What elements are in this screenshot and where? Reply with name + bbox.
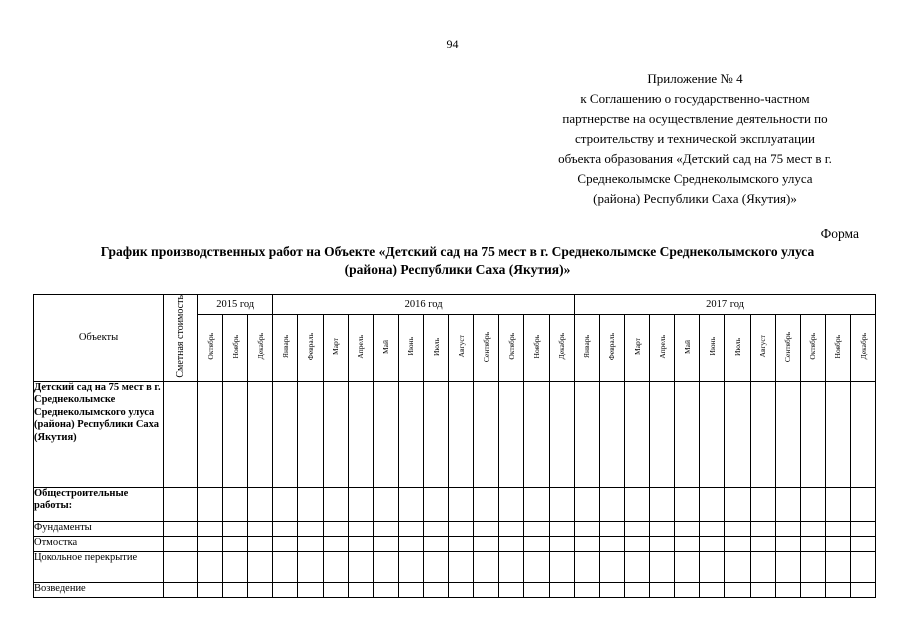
schedule-cell bbox=[700, 381, 725, 487]
month-header bbox=[348, 315, 373, 381]
appendix-line: объекта образования «Детский сад на 75 мест в г. bbox=[558, 151, 832, 166]
schedule-cell bbox=[825, 487, 850, 521]
objects-header: Объекты bbox=[34, 295, 164, 382]
schedule-cell bbox=[348, 536, 373, 551]
schedule-cell bbox=[398, 536, 423, 551]
schedule-cell bbox=[851, 536, 876, 551]
schedule-cell bbox=[424, 551, 449, 582]
schedule-cell bbox=[574, 487, 599, 521]
appendix-line: Среднеколымске Среднеколымского улуса bbox=[577, 171, 813, 186]
schedule-cell bbox=[675, 487, 700, 521]
month-header bbox=[449, 315, 474, 381]
month-label: Июль bbox=[431, 337, 441, 356]
cost-cell bbox=[164, 381, 198, 487]
schedule-cell bbox=[323, 521, 348, 536]
schedule-cell bbox=[825, 381, 850, 487]
appendix-line: партнерстве на осуществление деятельности по bbox=[562, 111, 828, 126]
schedule-cell bbox=[725, 521, 750, 536]
schedule-cell bbox=[625, 582, 650, 597]
month-header bbox=[750, 315, 775, 381]
month-label: Октябрь bbox=[205, 333, 215, 360]
table-row bbox=[34, 521, 876, 536]
schedule-cell bbox=[298, 487, 323, 521]
schedule-cell bbox=[223, 582, 248, 597]
schedule-cell bbox=[499, 521, 524, 536]
schedule-cell bbox=[273, 487, 298, 521]
month-header bbox=[524, 315, 549, 381]
month-header bbox=[398, 315, 423, 381]
month-label: Декабрь bbox=[557, 333, 567, 360]
cost-cell bbox=[164, 536, 198, 551]
form-label: Форма bbox=[820, 226, 859, 241]
schedule-cell bbox=[323, 536, 348, 551]
document-title bbox=[40, 243, 875, 279]
schedule-cell bbox=[549, 536, 574, 551]
month-label: Ноябрь bbox=[531, 334, 541, 359]
production-schedule-table bbox=[33, 294, 876, 598]
schedule-cell bbox=[775, 536, 800, 551]
schedule-cell bbox=[775, 521, 800, 536]
schedule-cell bbox=[574, 582, 599, 597]
schedule-cell bbox=[725, 551, 750, 582]
schedule-cell bbox=[599, 521, 624, 536]
schedule-cell bbox=[851, 381, 876, 487]
schedule-cell bbox=[223, 536, 248, 551]
schedule-cell bbox=[398, 551, 423, 582]
month-label: Август bbox=[758, 335, 768, 358]
schedule-cell bbox=[800, 536, 825, 551]
schedule-cell bbox=[424, 536, 449, 551]
schedule-cell bbox=[499, 582, 524, 597]
schedule-cell bbox=[700, 551, 725, 582]
schedule-cell bbox=[851, 551, 876, 582]
cost-cell bbox=[164, 551, 198, 582]
table-row bbox=[34, 536, 876, 551]
schedule-cell bbox=[549, 521, 574, 536]
month-header bbox=[298, 315, 323, 381]
schedule-cell bbox=[675, 582, 700, 597]
schedule-cell bbox=[499, 487, 524, 521]
schedule-cell bbox=[474, 381, 499, 487]
schedule-cell bbox=[323, 487, 348, 521]
schedule-cell bbox=[198, 551, 223, 582]
schedule-cell bbox=[825, 521, 850, 536]
schedule-cell bbox=[524, 536, 549, 551]
schedule-cell bbox=[675, 536, 700, 551]
schedule-cell bbox=[348, 582, 373, 597]
schedule-cell bbox=[851, 487, 876, 521]
schedule-cell bbox=[524, 582, 549, 597]
schedule-cell bbox=[725, 487, 750, 521]
schedule-cell bbox=[599, 487, 624, 521]
schedule-cell bbox=[398, 582, 423, 597]
schedule-cell bbox=[750, 381, 775, 487]
schedule-cell bbox=[273, 536, 298, 551]
schedule-cell bbox=[449, 381, 474, 487]
month-label: Июнь bbox=[707, 337, 717, 356]
schedule-cell bbox=[474, 487, 499, 521]
table-row bbox=[34, 487, 876, 521]
cost-cell bbox=[164, 521, 198, 536]
month-header bbox=[273, 315, 298, 381]
schedule-cell bbox=[599, 582, 624, 597]
year-header: 2016 год bbox=[273, 295, 574, 315]
schedule-cell bbox=[574, 521, 599, 536]
month-label: Июль bbox=[733, 337, 743, 356]
schedule-cell bbox=[298, 551, 323, 582]
schedule-cell bbox=[424, 487, 449, 521]
schedule-cell bbox=[248, 521, 273, 536]
month-header bbox=[198, 315, 223, 381]
schedule-cell bbox=[298, 521, 323, 536]
schedule-cell bbox=[574, 536, 599, 551]
schedule-cell bbox=[223, 551, 248, 582]
row-label: Отмостка bbox=[34, 536, 164, 551]
table-row bbox=[34, 381, 876, 487]
schedule-cell bbox=[524, 521, 549, 536]
schedule-cell bbox=[675, 551, 700, 582]
schedule-cell bbox=[248, 551, 273, 582]
schedule-cell bbox=[549, 381, 574, 487]
cost-header-text: Сметная стоимость bbox=[175, 295, 186, 378]
schedule-cell bbox=[700, 487, 725, 521]
schedule-cell bbox=[398, 381, 423, 487]
schedule-cell bbox=[198, 521, 223, 536]
schedule-body bbox=[34, 381, 876, 597]
month-header bbox=[725, 315, 750, 381]
schedule-cell bbox=[273, 582, 298, 597]
page-number: 94 bbox=[446, 37, 459, 51]
schedule-cell bbox=[800, 521, 825, 536]
schedule-cell bbox=[449, 582, 474, 597]
schedule-cell bbox=[700, 536, 725, 551]
schedule-cell bbox=[625, 551, 650, 582]
schedule-cell bbox=[449, 536, 474, 551]
schedule-cell bbox=[398, 521, 423, 536]
schedule-cell bbox=[524, 381, 549, 487]
month-label: Октябрь bbox=[808, 333, 818, 360]
month-label: Ноябрь bbox=[230, 334, 240, 359]
year-header: 2015 год bbox=[198, 295, 273, 315]
appendix-block bbox=[530, 69, 860, 209]
schedule-cell bbox=[298, 381, 323, 487]
month-header bbox=[650, 315, 675, 381]
schedule-cell bbox=[373, 487, 398, 521]
schedule-cell bbox=[474, 551, 499, 582]
schedule-cell bbox=[549, 551, 574, 582]
cost-cell bbox=[164, 582, 198, 597]
month-header bbox=[851, 315, 876, 381]
schedule-cell bbox=[625, 536, 650, 551]
month-header bbox=[775, 315, 800, 381]
schedule-cell bbox=[248, 582, 273, 597]
schedule-cell bbox=[223, 487, 248, 521]
schedule-cell bbox=[474, 582, 499, 597]
schedule-cell bbox=[574, 381, 599, 487]
month-header bbox=[825, 315, 850, 381]
schedule-cell bbox=[851, 521, 876, 536]
schedule-cell bbox=[223, 381, 248, 487]
schedule-cell bbox=[650, 487, 675, 521]
month-label: Декабрь bbox=[858, 333, 868, 360]
schedule-cell bbox=[474, 521, 499, 536]
appendix-line: к Соглашению о государственно-частном bbox=[580, 91, 810, 106]
schedule-cell bbox=[750, 551, 775, 582]
schedule-cell bbox=[248, 381, 273, 487]
schedule-cell bbox=[750, 521, 775, 536]
month-header bbox=[599, 315, 624, 381]
schedule-cell bbox=[273, 521, 298, 536]
schedule-cell bbox=[851, 582, 876, 597]
schedule-cell bbox=[800, 487, 825, 521]
month-label: Май bbox=[381, 339, 391, 354]
month-label: Ноябрь bbox=[833, 334, 843, 359]
title-line-2: (района) Республики Саха (Якутия)» bbox=[344, 262, 571, 277]
month-label: Сентябрь bbox=[783, 331, 793, 362]
schedule-cell bbox=[348, 521, 373, 536]
month-label: Январь bbox=[582, 335, 592, 359]
schedule-cell bbox=[599, 551, 624, 582]
schedule-cell bbox=[650, 521, 675, 536]
month-label: Март bbox=[331, 338, 341, 355]
row-label: Общестроительные работы: bbox=[34, 487, 164, 521]
schedule-cell bbox=[700, 521, 725, 536]
schedule-cell bbox=[625, 521, 650, 536]
schedule-cell bbox=[348, 487, 373, 521]
schedule-cell bbox=[650, 582, 675, 597]
month-header bbox=[323, 315, 348, 381]
month-label: Май bbox=[682, 339, 692, 354]
schedule-cell bbox=[800, 551, 825, 582]
row-label: Возведение bbox=[34, 582, 164, 597]
schedule-cell bbox=[825, 582, 850, 597]
month-label: Декабрь bbox=[255, 333, 265, 360]
schedule-cell bbox=[273, 551, 298, 582]
month-label: Апрель bbox=[657, 334, 667, 359]
schedule-cell bbox=[348, 551, 373, 582]
cost-header bbox=[164, 295, 198, 382]
month-header bbox=[625, 315, 650, 381]
month-header bbox=[700, 315, 725, 381]
schedule-cell bbox=[248, 487, 273, 521]
month-header bbox=[549, 315, 574, 381]
month-header bbox=[574, 315, 599, 381]
schedule-cell bbox=[373, 521, 398, 536]
schedule-cell bbox=[323, 551, 348, 582]
month-label: Январь bbox=[280, 335, 290, 359]
month-header bbox=[474, 315, 499, 381]
schedule-cell bbox=[248, 536, 273, 551]
month-label: Июнь bbox=[406, 337, 416, 356]
title-line-1: График производственных работ на Объекте «Детский сад на 75 мест в г. Среднеколымске Среднеколымского улуса bbox=[100, 244, 815, 259]
table-row bbox=[34, 582, 876, 597]
schedule-cell bbox=[650, 536, 675, 551]
schedule-cell bbox=[599, 536, 624, 551]
schedule-cell bbox=[725, 582, 750, 597]
month-label: Октябрь bbox=[506, 333, 516, 360]
month-label: Август bbox=[456, 335, 466, 358]
month-header bbox=[800, 315, 825, 381]
schedule-cell bbox=[750, 536, 775, 551]
schedule-cell bbox=[323, 582, 348, 597]
schedule-cell bbox=[574, 551, 599, 582]
schedule-cell bbox=[499, 536, 524, 551]
schedule-cell bbox=[449, 487, 474, 521]
row-label: Детский сад на 75 мест в г. Среднеколымске Среднеколымского улуса (района) Республики Саха (Якутия) bbox=[34, 381, 164, 487]
month-header bbox=[373, 315, 398, 381]
month-label: Апрель bbox=[356, 334, 366, 359]
month-label: Сентябрь bbox=[481, 331, 491, 362]
schedule-cell bbox=[424, 521, 449, 536]
year-header: 2017 год bbox=[574, 295, 875, 315]
month-label: Февраль bbox=[306, 332, 315, 361]
schedule-cell bbox=[449, 521, 474, 536]
schedule-cell bbox=[775, 582, 800, 597]
schedule-cell bbox=[625, 381, 650, 487]
appendix-line: Приложение № 4 bbox=[647, 71, 743, 86]
schedule-cell bbox=[800, 582, 825, 597]
schedule-cell bbox=[549, 487, 574, 521]
schedule-cell bbox=[198, 536, 223, 551]
schedule-cell bbox=[725, 381, 750, 487]
schedule-cell bbox=[524, 551, 549, 582]
cost-cell bbox=[164, 487, 198, 521]
schedule-cell bbox=[198, 381, 223, 487]
schedule-cell bbox=[373, 536, 398, 551]
schedule-cell bbox=[750, 487, 775, 521]
schedule-cell bbox=[398, 487, 423, 521]
schedule-cell bbox=[675, 381, 700, 487]
schedule-cell bbox=[373, 381, 398, 487]
schedule-cell bbox=[323, 381, 348, 487]
schedule-cell bbox=[549, 582, 574, 597]
schedule-cell bbox=[650, 381, 675, 487]
schedule-cell bbox=[650, 551, 675, 582]
schedule-cell bbox=[625, 487, 650, 521]
month-label: Март bbox=[632, 338, 642, 355]
month-header bbox=[675, 315, 700, 381]
schedule-cell bbox=[348, 381, 373, 487]
schedule-cell bbox=[775, 551, 800, 582]
month-header bbox=[499, 315, 524, 381]
schedule-cell bbox=[499, 551, 524, 582]
schedule-cell bbox=[424, 582, 449, 597]
schedule-cell bbox=[775, 487, 800, 521]
schedule-cell bbox=[800, 381, 825, 487]
schedule-cell bbox=[198, 487, 223, 521]
table-row bbox=[34, 551, 876, 582]
schedule-cell bbox=[198, 582, 223, 597]
month-header bbox=[223, 315, 248, 381]
schedule-cell bbox=[474, 536, 499, 551]
schedule-cell bbox=[373, 582, 398, 597]
schedule-cell bbox=[273, 381, 298, 487]
month-header bbox=[248, 315, 273, 381]
schedule-cell bbox=[449, 551, 474, 582]
row-label: Цокольное перекрытие bbox=[34, 551, 164, 582]
month-label: Февраль bbox=[607, 332, 617, 361]
schedule-cell bbox=[424, 381, 449, 487]
schedule-cell bbox=[725, 536, 750, 551]
month-header bbox=[424, 315, 449, 381]
schedule-cell bbox=[675, 521, 700, 536]
schedule-cell bbox=[825, 551, 850, 582]
schedule-cell bbox=[825, 536, 850, 551]
appendix-line: строительству и технической эксплуатации bbox=[574, 131, 816, 146]
schedule-cell bbox=[700, 582, 725, 597]
schedule-cell bbox=[373, 551, 398, 582]
row-label: Фундаменты bbox=[34, 521, 164, 536]
schedule-cell bbox=[223, 521, 248, 536]
year-header-row bbox=[34, 295, 876, 315]
schedule-cell bbox=[775, 381, 800, 487]
appendix-line: (района) Республики Саха (Якутия)» bbox=[593, 191, 797, 206]
schedule-cell bbox=[750, 582, 775, 597]
schedule-cell bbox=[298, 536, 323, 551]
schedule-cell bbox=[524, 487, 549, 521]
schedule-cell bbox=[599, 381, 624, 487]
schedule-cell bbox=[499, 381, 524, 487]
schedule-cell bbox=[298, 582, 323, 597]
